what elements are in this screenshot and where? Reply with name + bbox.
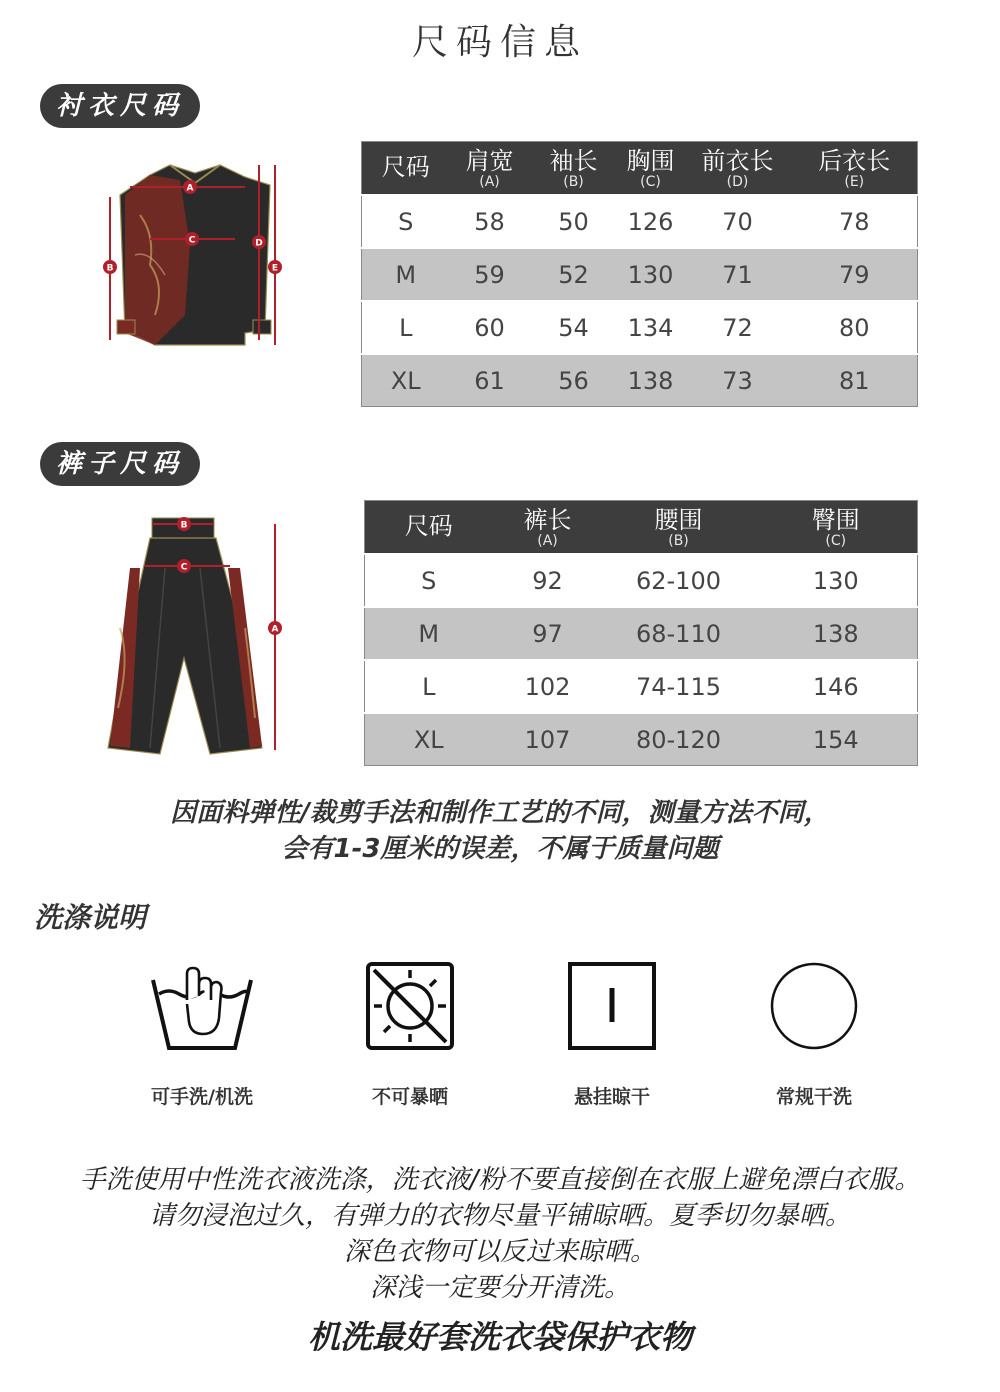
- shirt-marker-b: B: [106, 263, 114, 274]
- table-cell: 52: [530, 248, 618, 301]
- table-cell: 60: [450, 301, 530, 354]
- dry-clean-icon: [768, 960, 860, 1052]
- table-cell: 74-115: [603, 660, 755, 713]
- wash-instruction-line: 深色衣物可以反过来晾晒。: [343, 1237, 656, 1267]
- table-row: [362, 301, 918, 354]
- table-cell: 97: [493, 607, 603, 660]
- column-header: 尺码: [362, 142, 450, 196]
- table-cell: 102: [493, 660, 603, 713]
- pants-illustration: [100, 508, 300, 760]
- table-cell: M: [365, 607, 493, 660]
- table-cell: 56: [530, 354, 618, 407]
- table-cell: 138: [618, 354, 684, 407]
- wash-instruction-line: 深浅一定要分开清洗。: [369, 1273, 630, 1303]
- table-cell: 50: [530, 195, 618, 248]
- measurement-note-line: 因面料弹性/裁剪手法和制作工艺的不同，测量方法不同，: [170, 798, 830, 828]
- hang-dry-icon: [566, 960, 658, 1052]
- care-heading: 洗涤说明: [34, 901, 147, 934]
- table-row: [365, 660, 918, 713]
- table-cell: 73: [684, 354, 792, 407]
- table-cell: S: [365, 554, 493, 607]
- column-header: 后衣长 (E): [792, 142, 918, 196]
- table-cell: 154: [755, 713, 918, 766]
- table-cell: 130: [618, 248, 684, 301]
- table-cell: L: [362, 301, 450, 354]
- table-cell: M: [362, 248, 450, 301]
- table-cell: 92: [493, 554, 603, 607]
- page-title: 尺码信息: [411, 22, 588, 63]
- table-header-row: [362, 142, 918, 196]
- column-header: 胸围 (C): [618, 142, 684, 196]
- machine-wash-note: 机洗最好套洗衣袋保护衣物: [307, 1318, 692, 1356]
- shirt-marker-e: E: [271, 263, 279, 274]
- care-label: 可手洗/机洗: [151, 1086, 253, 1108]
- table-cell: 62-100: [603, 554, 755, 607]
- table-cell: 68-110: [603, 607, 755, 660]
- table-cell: 130: [755, 554, 918, 607]
- table-row: [365, 713, 918, 766]
- care-item-hang-dry: [512, 960, 712, 1108]
- table-cell: 58: [450, 195, 530, 248]
- table-cell: 146: [755, 660, 918, 713]
- column-header: 前衣长 (D): [684, 142, 792, 196]
- care-item-no-sun-dry: [310, 960, 510, 1108]
- table-row: [365, 554, 918, 607]
- care-label: 不可暴晒: [371, 1086, 448, 1108]
- table-cell: 78: [792, 195, 918, 248]
- care-label: 悬挂晾干: [573, 1086, 650, 1108]
- table-cell: 70: [684, 195, 792, 248]
- shirt-marker-d: D: [255, 238, 263, 249]
- column-header: 臀围 (C): [755, 501, 918, 555]
- table-row: [365, 607, 918, 660]
- no-sun-dry-icon: [364, 960, 456, 1052]
- table-cell: 54: [530, 301, 618, 354]
- measurement-note-line: 会有1-3厘米的误差，不属于质量问题: [281, 834, 719, 864]
- table-row: [362, 195, 918, 248]
- table-header-row: [365, 501, 918, 555]
- care-item-dry-clean: [714, 960, 914, 1108]
- shirt-illustration: [95, 155, 295, 380]
- table-cell: 134: [618, 301, 684, 354]
- pants-marker-c: C: [180, 562, 188, 573]
- care-label: 常规干洗: [775, 1086, 852, 1108]
- column-header: 腰围 (B): [603, 501, 755, 555]
- column-header: 肩宽 (A): [450, 142, 530, 196]
- pants-size-table: [364, 500, 918, 766]
- table-cell: 80-120: [603, 713, 755, 766]
- pants-marker-b: B: [180, 520, 188, 531]
- shirt-marker-a: A: [186, 183, 194, 194]
- table-cell: 138: [755, 607, 918, 660]
- hand-wash-icon: [147, 960, 257, 1056]
- table-cell: L: [365, 660, 493, 713]
- table-cell: 81: [792, 354, 918, 407]
- column-header: 尺码: [365, 501, 493, 555]
- table-cell: 71: [684, 248, 792, 301]
- table-cell: XL: [362, 354, 450, 407]
- table-cell: 61: [450, 354, 530, 407]
- shirt-size-table: [361, 141, 918, 407]
- column-header: 袖长 (B): [530, 142, 618, 196]
- table-cell: XL: [365, 713, 493, 766]
- table-cell: 79: [792, 248, 918, 301]
- column-header: 裤长 (A): [493, 501, 603, 555]
- table-cell: 107: [493, 713, 603, 766]
- table-cell: S: [362, 195, 450, 248]
- pants-size-heading: 裤子尺码: [40, 442, 200, 486]
- wash-instruction-line: 请勿浸泡过久，有弹力的衣物尽量平铺晾晒。夏季切勿暴晒。: [148, 1201, 851, 1231]
- wash-instruction-line: 手洗使用中性洗衣液洗涤，洗衣液/粉不要直接倒在衣服上避免漂白衣服。: [79, 1165, 921, 1195]
- care-item-hand-wash: [102, 960, 302, 1108]
- table-cell: 59: [450, 248, 530, 301]
- table-row: [362, 248, 918, 301]
- table-cell: 126: [618, 195, 684, 248]
- table-cell: 72: [684, 301, 792, 354]
- table-row: [362, 354, 918, 407]
- shirt-size-heading: 衬衣尺码: [40, 84, 200, 128]
- table-cell: 80: [792, 301, 918, 354]
- shirt-marker-c: C: [188, 235, 196, 246]
- pants-marker-a: A: [271, 624, 279, 635]
